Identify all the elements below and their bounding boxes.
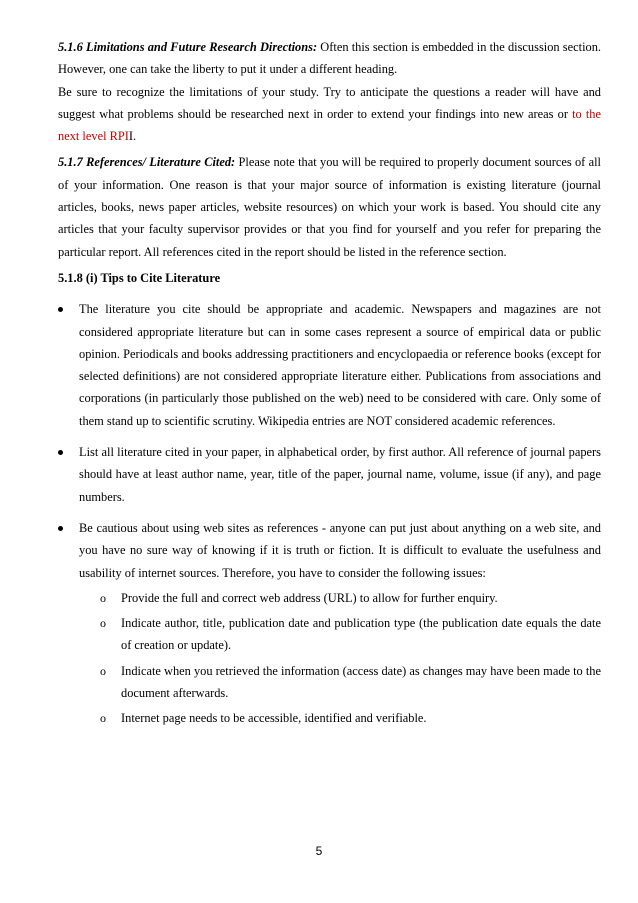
list-item <box>58 517 601 730</box>
sub-list-item <box>79 707 601 729</box>
list-item <box>58 298 601 432</box>
bullet-icon <box>58 307 63 312</box>
list-item-text: The literature you cite should be appropriate and academic. Newspapers and magazines are not considered appropriate literature but can in some cases represent a source of empirical data or public opinion. Periodicals and books addressing practitioners and encyclopaedia or reference books (except for selected definitions) are not considered appropriate literature either. Publications from associations and corporations (in particularly those published on the web) need to be considered with care. Only some of them stand up to scientific scrutiny. Wikipedia entries are NOT considered academic references. <box>79 302 601 428</box>
circle-bullet-icon: o <box>100 590 106 605</box>
sub-list-item <box>79 660 601 705</box>
references-body: Please note that you will be required to properly document sources of all of your information. One reason is that your major source of information is existing literature (journal articles, books, news paper articles, website resources) on which your work is based. You should cite any articles that your faculty supervisor provides or that you find for yourself and you refer for preparing the particular report. All references cited in the report should be listed in the reference section. <box>58 155 601 259</box>
paragraph-limitations <box>58 36 601 81</box>
paragraph-limitations-2 <box>58 81 601 148</box>
limitations-tail: I. <box>128 129 137 144</box>
sub-list-item-text: Indicate author, title, publication date and publication type (the publication date equals the date of creation or update). <box>121 616 601 653</box>
paragraph-references <box>58 151 601 262</box>
sub-list-item <box>79 587 601 609</box>
circle-bullet-icon: o <box>100 711 106 726</box>
content-column <box>58 36 601 730</box>
list-item-text: Be cautious about using web sites as references - anyone can put just about anything on a web site, and you have no sure way of knowing if it is truth or fiction. It is difficult to evaluate the usefulness and usability of internet sources. Therefore, you have to consider the following issues: <box>79 520 601 580</box>
highlighted-text: to the next level RPI <box>58 106 601 144</box>
bullet-icon <box>58 526 63 531</box>
tips-list <box>58 298 601 729</box>
list-item-text: List all literature cited in your paper, in alphabetical order, by first author. All reference of journal papers should have at least author name, year, title of the paper, journal name, volume, issue (if any), and page numbers. <box>79 445 601 504</box>
heading-limitations: 5.1.6 Limitations and Future Research Directions: <box>58 40 318 54</box>
heading-references: 5.1.7 References/ Literature Cited: <box>58 155 236 170</box>
heading-tips: 5.1.8 (i) Tips to Cite Literature <box>58 270 221 285</box>
web-source-issues-list <box>79 587 601 730</box>
sub-list-item-text: Internet page needs to be accessible, identified and verifiable. <box>121 711 427 726</box>
sub-list-item-text: Provide the full and correct web address (URL) to allow for further enquiry. <box>121 590 498 605</box>
circle-bullet-icon: o <box>100 663 106 678</box>
limitations-body: Often this section is embedded in the discussion section. However, one can take the liberty to put it under a different heading. <box>58 40 602 77</box>
list-item <box>58 441 601 508</box>
limitations-body-2: Be sure to recognize the limitations of your study. Try to anticipate the questions a reader will have and suggest what problems should be researched next in order to extend your findings into new areas or <box>58 84 601 121</box>
sub-list-item <box>79 612 601 657</box>
circle-bullet-icon: o <box>100 616 106 631</box>
page-number: 5 <box>315 844 323 858</box>
sub-list-item-text: Indicate when you retrieved the information (access date) as changes may have been made to the document afterwards. <box>121 663 601 701</box>
bullet-icon <box>58 450 63 455</box>
